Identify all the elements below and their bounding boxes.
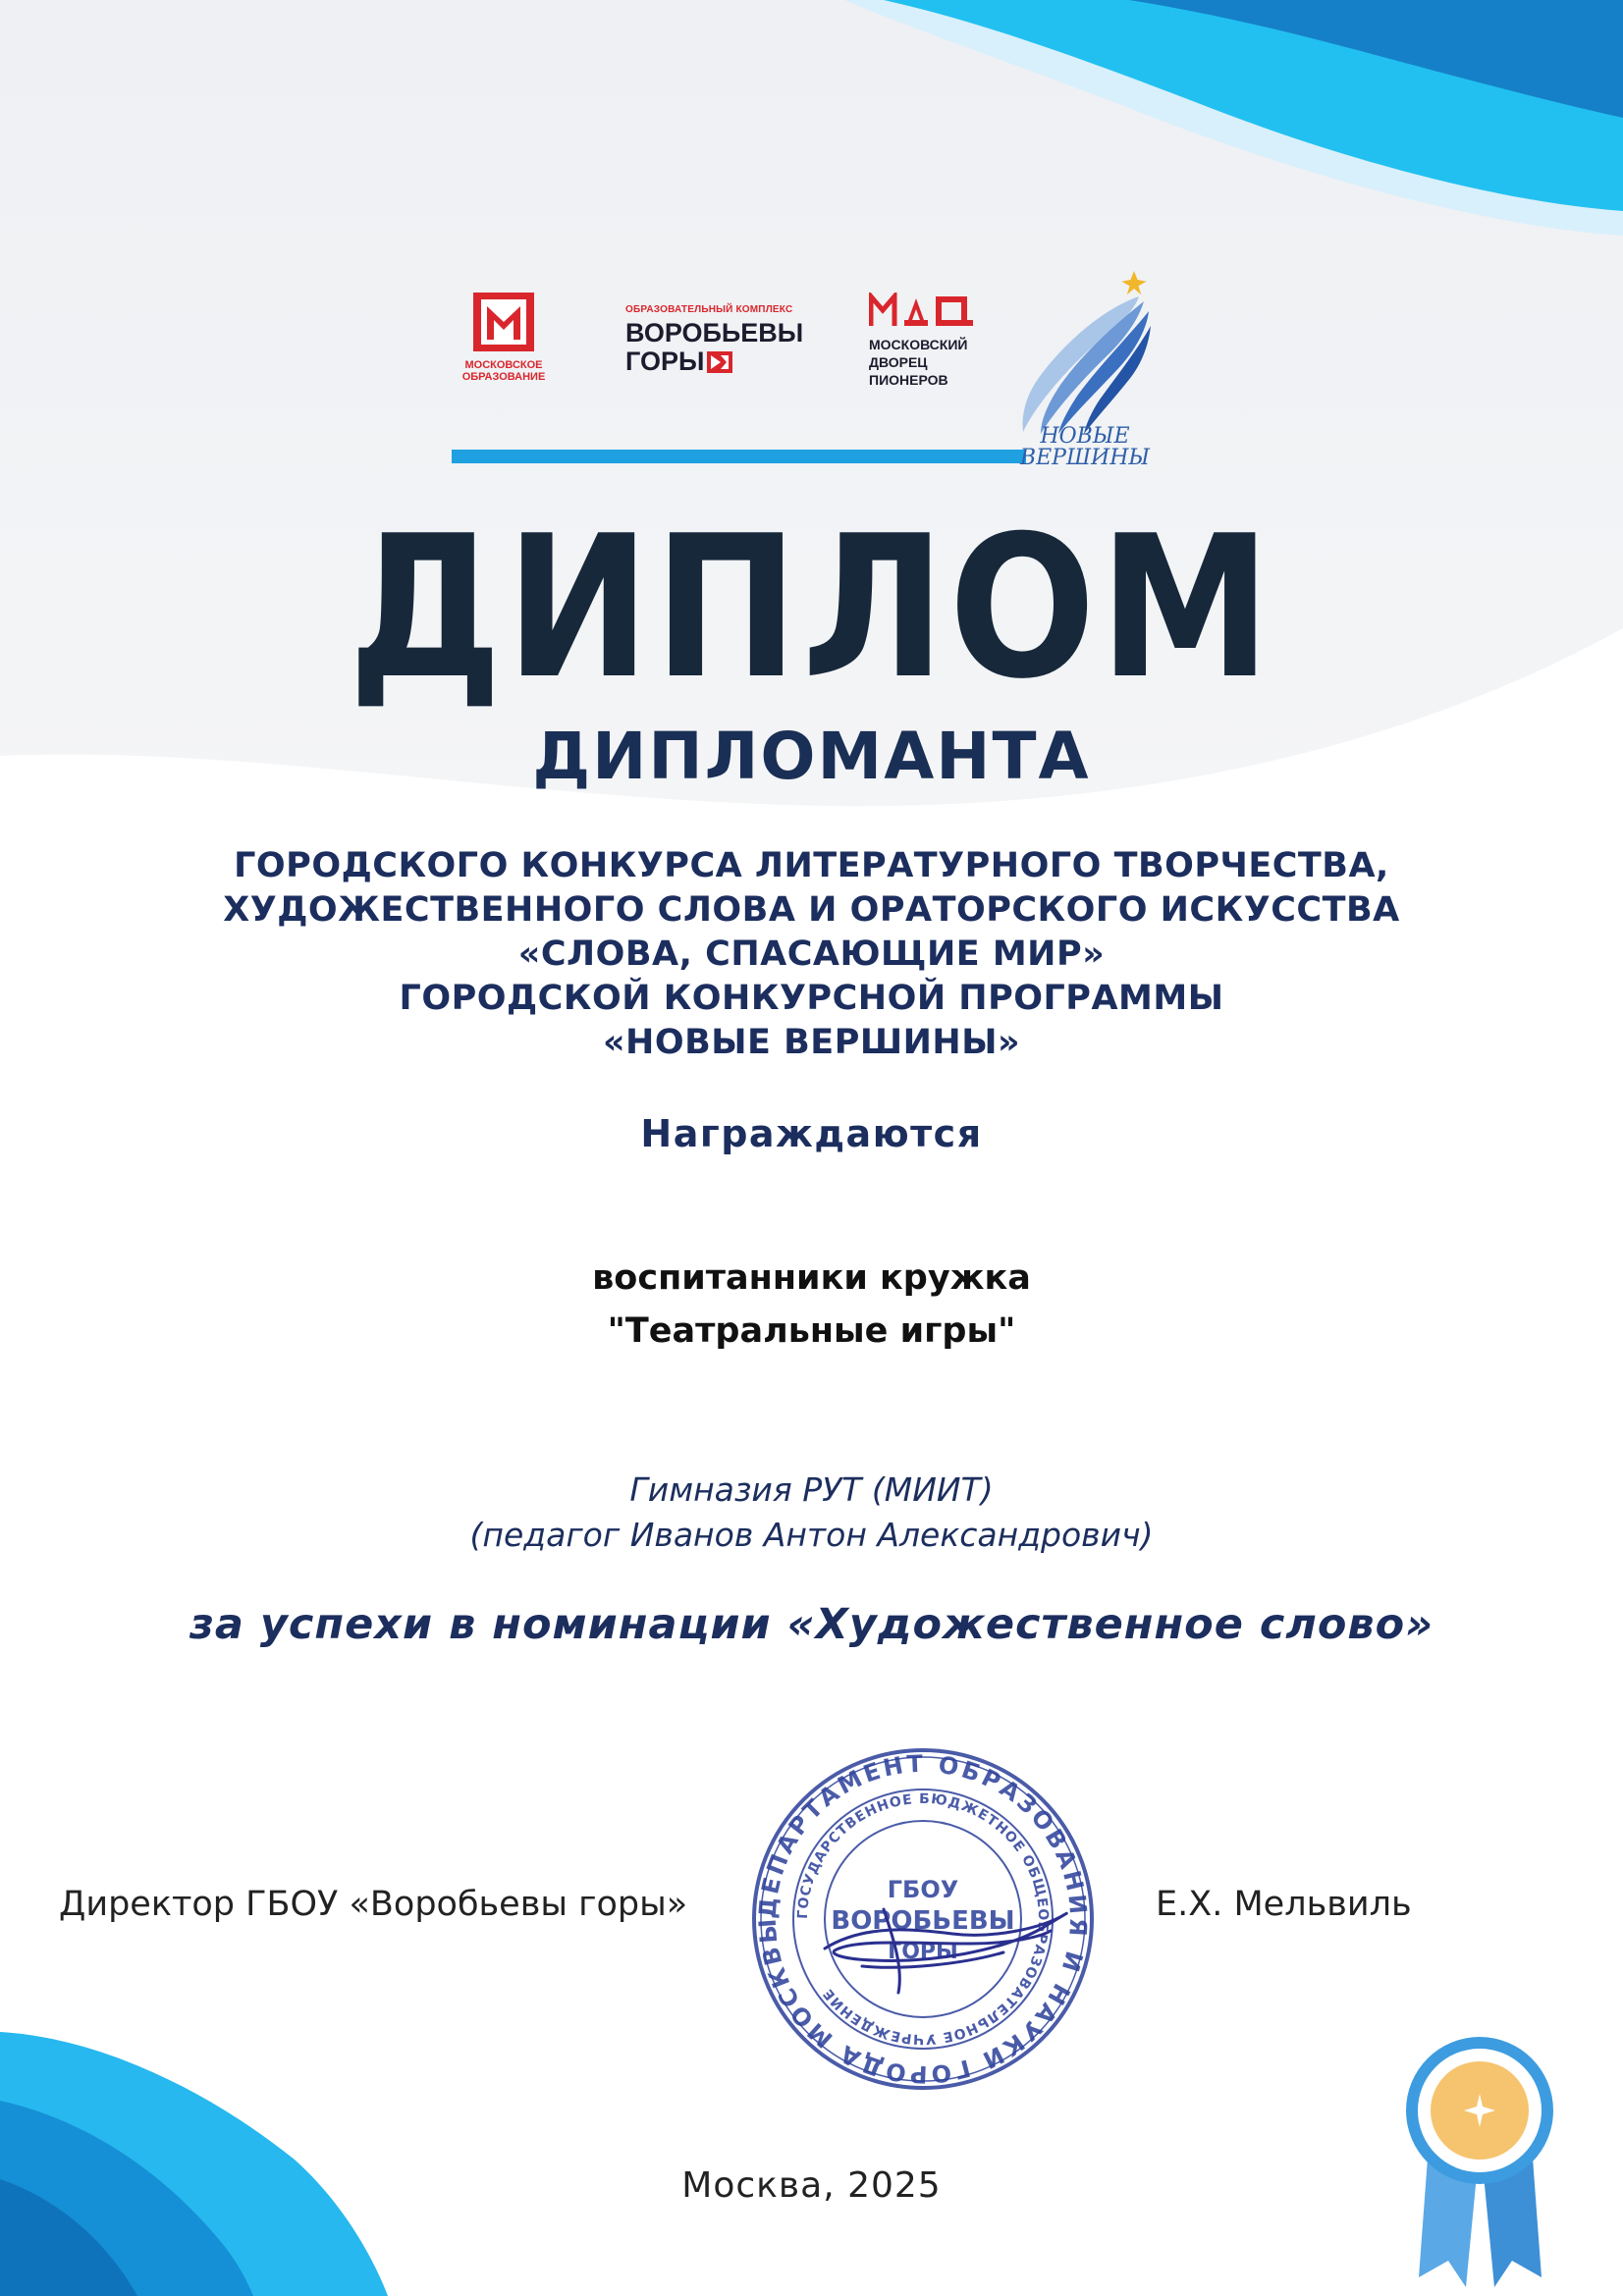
signer-name: Е.Х. Мельвиль: [1156, 1885, 1412, 1924]
stamp-center-line1: ГБОУ: [887, 1876, 959, 1903]
stamp-inner-text: ГОСУДАРСТВЕННОЕ БЮДЖЕТНОЕ ОБЩЕОБРАЗОВАТЕЛЬНОЕ УЧРЕЖДЕНИЕ: [794, 1790, 1052, 2048]
vorobyovy-gory-line2: ГОРЫ: [625, 347, 705, 376]
school-block: [0, 1468, 1623, 1558]
new-peaks-line1: НОВЫЕ: [1040, 424, 1130, 449]
school-line-1: Гимназия РУТ (МИИТ): [629, 1470, 994, 1509]
vorobyovy-gory-line1: ВОРОБЬЕВЫ: [625, 318, 804, 347]
mdp-caption: [869, 336, 975, 389]
moscow-education-emblem-icon: [450, 291, 558, 355]
contest-line-1: ГОРОДСКОГО КОНКУРСА ЛИТЕРАТУРНОГО ТВОРЧЕСТВА,: [234, 846, 1389, 885]
contest-description: [0, 844, 1623, 1065]
contest-line-4: ГОРОДСКОЙ КОНКУРСНОЙ ПРОГРАММЫ: [399, 979, 1224, 1018]
stamp-center-line3: ГОРЫ: [888, 1940, 958, 1964]
mdp-line2: ДВОРЕЦ: [869, 354, 928, 370]
header-rule: [452, 450, 1026, 463]
moscow-education-line2: ОБРАЗОВАНИЕ: [461, 371, 546, 383]
diploma-subtitle: ДИПЛОМАНТА: [532, 719, 1091, 794]
contest-line-5: «НОВЫЕ ВЕРШИНЫ»: [602, 1023, 1021, 1062]
recipient-line-2: "Театральные игры": [607, 1311, 1016, 1351]
new-peaks-caption: [1006, 426, 1163, 469]
logo-new-peaks: [1001, 257, 1168, 473]
nomination-text: за успехи в номинации «Художественное слово»: [189, 1600, 1434, 1649]
city-year: Москва, 2025: [681, 2165, 942, 2206]
stamp-outer-text: ДЕПАРТАМЕНТ ОБРАЗОВАНИЯ И НАУКИ ГОРОДА МОСКВЫ: [753, 1749, 1093, 2089]
moscow-education-line1: МОСКОВСКОЕ: [464, 359, 543, 371]
logo-moscow-pioneer-palace: [869, 293, 975, 389]
logo-vorobyovy-gory: [625, 304, 803, 376]
awarded-heading: Награждаются: [640, 1112, 983, 1155]
vorobyovy-gory-flag-icon: [707, 351, 732, 373]
medal-icon: [1399, 2027, 1561, 2292]
diploma-title: ДИПЛОМ: [348, 494, 1275, 722]
new-peaks-line2: ВЕРШИНЫ: [1019, 446, 1151, 470]
logo-moscow-education: [450, 291, 558, 383]
mdp-line3: ПИОНЕРОВ: [869, 372, 948, 388]
contest-line-3: «СЛОВА, СПАСАЮЩИЕ МИР»: [517, 934, 1106, 974]
director-title: Директор ГБОУ «Воробьевы горы»: [59, 1885, 688, 1924]
recipient-line-1: воспитанники кружка: [592, 1258, 1031, 1298]
school-line-2: (педагог Иванов Антон Александрович): [469, 1516, 1154, 1554]
stamp-center-line2: ВОРОБЬЕВЫ: [831, 1906, 1015, 1936]
recipient-block: [0, 1252, 1623, 1358]
vorobyovy-gory-small: ОБРАЗОВАТЕЛЬНЫЙ КОМПЛЕКС: [625, 304, 793, 315]
mdp-mark-icon: [869, 293, 975, 328]
official-stamp: [746, 1742, 1100, 2096]
new-peaks-swoosh-icon: [1001, 257, 1168, 434]
contest-line-2: ХУДОЖЕСТВЕННОГО СЛОВА И ОРАТОРСКОГО ИСКУССТВА: [223, 890, 1400, 930]
mdp-line1: МОСКОВСКИЙ: [869, 337, 968, 352]
moscow-education-caption: [450, 359, 558, 383]
